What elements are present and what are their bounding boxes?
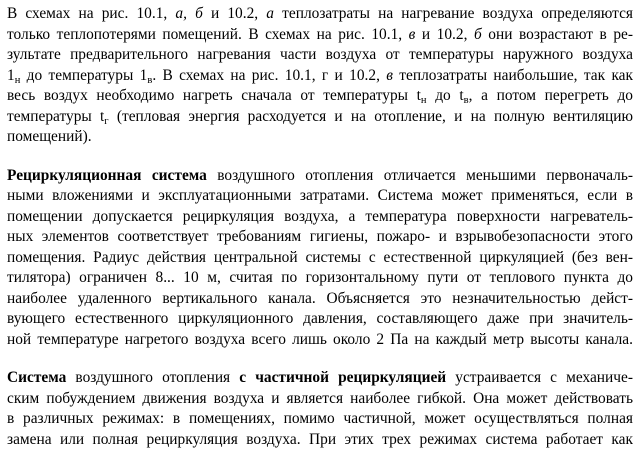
text-line: помещении допускается рециркуляция воздуха, а температура поверхности нагреватель-	[7, 207, 633, 228]
text-line: зультате предварительного нагревания части воздуха от температуры наружного воздуха	[7, 45, 633, 66]
text-run: до t	[427, 87, 464, 104]
text-line	[7, 25, 633, 46]
text-line	[7, 4, 633, 25]
text-run: 1	[7, 67, 15, 84]
text-line	[7, 86, 633, 107]
bold-term: Рециркуляционная система	[7, 167, 207, 184]
text-line: замена или полная рециркуляция воздуха. При этих трех режимах система работает как	[7, 430, 633, 450]
paragraph-recirculation-system	[7, 166, 633, 351]
bold-term: Система	[7, 369, 66, 386]
subscript: в	[464, 95, 469, 106]
italic-run: а, б	[175, 5, 202, 22]
text-run: до температуры 1	[20, 67, 147, 84]
text-run: весь воздух необходимо нагреть сначала от температуры t	[7, 87, 421, 104]
text-run: воздушного отопления	[66, 369, 239, 386]
paragraph-gap	[7, 350, 633, 368]
text-run: теплозатраты наибольшие, так как	[393, 67, 633, 84]
text-line	[7, 66, 633, 87]
text-line	[7, 107, 633, 128]
text-run: устраивается с механиче-	[446, 369, 633, 386]
paragraph-partial-recirculation	[7, 368, 633, 450]
text-line: ными вложениями и эксплуатационными затратами. Система может применяться, если в	[7, 186, 633, 207]
paragraph-gap	[7, 148, 633, 166]
paragraph-heat-costs	[7, 4, 633, 148]
text-line: помещений).	[7, 127, 633, 148]
text-line: ных элементов соответствует требованиям гигиены, пожаро- и взрывобезопасности этого	[7, 227, 633, 248]
subscript: н	[421, 95, 427, 106]
text-line	[7, 166, 633, 187]
subscript: н	[15, 75, 21, 86]
text-run: и 10.2,	[203, 5, 266, 22]
text-run: . В схемах на рис. 10.1, г и 10.2,	[152, 67, 386, 84]
text-run: температуры t	[7, 108, 104, 125]
bold-term: с частичной рециркуляцией	[239, 369, 446, 386]
text-run: (тепловая энергия расходуется и на отопление, и на полную вентиляцию	[109, 108, 633, 125]
text-line: наиболее удаленного вертикального канала. Объясняется это незначительностью дейст-	[7, 289, 633, 310]
text-run: В схемах на рис. 10.1,	[7, 5, 175, 22]
document-page	[7, 4, 633, 450]
italic-run: б	[474, 26, 482, 43]
text-line: помещения. Радиус действия центральной системы с естественной циркуляцией (без вен-	[7, 248, 633, 269]
text-line	[7, 368, 633, 389]
text-run: только теплопотерями помещений. В схемах на рис. 10.1,	[7, 26, 409, 43]
text-line: ной температуре нагретого воздуха всего лишь около 2 Па на каждый метр высоты канала.	[7, 330, 633, 351]
text-line: вующего естественного циркуляционного давления, составляющего даже при значитель-	[7, 309, 633, 330]
italic-run: а	[266, 5, 274, 22]
italic-run: в	[409, 26, 416, 43]
text-line: тилятора) ограничен 8... 10 м, считая по горизонтальному пути от теплового пункта до	[7, 268, 633, 289]
text-run: теплозатраты на нагревание воздуха определяются	[274, 5, 633, 22]
text-run: воздушного отопления отличается меньшими первоначаль-	[207, 167, 633, 184]
text-run: и 10.2,	[415, 26, 474, 43]
text-line: в различных режимах: в помещениях, помимо частичной, может осуществляться полная	[7, 409, 633, 430]
text-run: , а потом перегреть до	[469, 87, 633, 104]
subscript: г	[104, 116, 108, 127]
subscript: в	[147, 75, 152, 86]
text-run: они возрастают в ре-	[482, 26, 633, 43]
italic-run: в	[386, 67, 393, 84]
text-line: ским побуждением движения воздуха и является наиболее гибкой. Она может действовать	[7, 389, 633, 410]
